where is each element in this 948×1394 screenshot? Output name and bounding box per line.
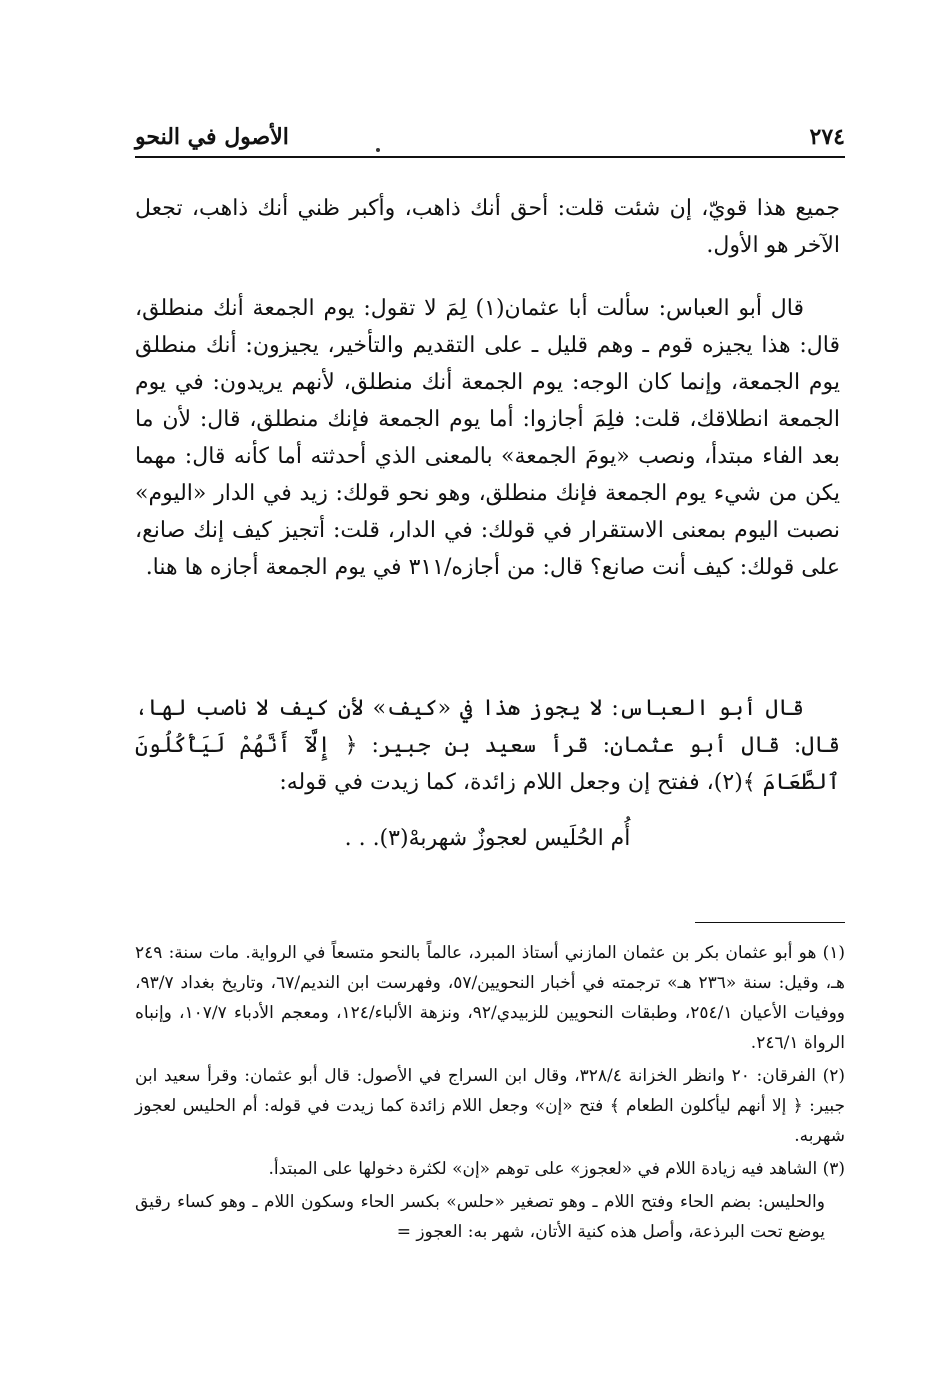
footnote-1: (١) هو أبو عثمان بكر بن عثمان المازني أستاذ المبرد، عالماً بالنحو متسعاً في الرواية. مات سنة: ٢٤٩ هـ، وقيل: سنة «٢٣٦ هـ» ترجمته في أخبار النحويين/٥٧، وفهرست ابن النديم/٦٧، وتاريخ بغداد ٩٣/٧، ووفيات الأعيان ٢٥٤/١، وطبقات النحويين للزبيدي/٩٢، ونزهة الألباء/١٢٤، ومعجم الأدباء ١٠٧/٧، وإنباه الرواة ٢٤٦/١. [135, 943, 846, 1053]
footnotes-section [135, 938, 845, 1250]
header-dot-mark [376, 148, 380, 152]
page-header [135, 120, 845, 156]
book-title: الأصول في النحو [135, 124, 289, 150]
poetry-verse: أُم الحُلَيس لعجوزٌ شهربهْ(٣). . . [344, 826, 631, 851]
paragraph-text: قال أبو العباس: لا يجوز هذا في «كيف» لأن كيف لا ناصب لها، قال: قال أبو عثمان: قرأ سعيد بن جبير: ﴿ إِلَّآ أَنَّهُمْ لَيَأْكُلُونَ ٱلطَّعَامَ ﴾(٢)، ففتح إن وجعل اللام زائدة، كما زيدت في قوله: [135, 696, 840, 795]
paragraph-text: جميع هذا قويّ، إن شئت قلت: أحق أنك ذاهب، وأكبر ظني أنك ذاهب، تجعل الآخر هو الأول. [135, 196, 840, 258]
footnote-3-continuation: والحليس: بضم الحاء وفتح اللام ـ وهو تصغير «حلس» بكسر الحاء وسكون اللام ـ وهو كساء رقيق يوضع تحت البرذعة، وأصل هذه كنية الأتان، شهر به: العجوز = [135, 1192, 825, 1242]
paragraph-text: قال أبو العباس: سألت أبا عثمان(١) لِمَ لا تقول: يوم الجمعة أنك منطلق، قال: هذا يجيزه قوم ـ وهم قليل ـ على التقديم والتأخير، يجيزون: أنك منطلق يوم الجمعة، وإنما كان الوجه: يوم الجمعة أنك منطلق، لأنهم يريدون: في يوم الجمعة انطلاقك، قلت: فلِمَ أجازوا: أما يوم الجمعة فإنك منطلق، قال: لأن ما بعد الفاء مبتدأ، ونصب «يومَ الجمعة» بالمعنى الذي أحدثته أما كأنه قال: مهما يكن من شيء يوم الجمعة فإنك منطلق، وهو نحو قولك: زيد في الدار «اليوم» نصبت اليوم بمعنى الاستقرار في قولك: في الدار، قلت: أتجيز كيف إنك صانع، على قولك: كيف أنت صانع؟ قال: من أجازه/٣١١ في يوم الجمعة أجازه ها هنا. [135, 296, 840, 580]
footnote-divider [695, 922, 845, 923]
footnote-2: (٢) الفرقان: ٢٠ وانظر الخزانة ٣٢٨/٤، وقال ابن السراج في الأصول: قال أبو عثمان: وقرأ سعيد ابن جبير: ﴿ إلا أنهم ليأكلون الطعام ﴾ فتح «إن» وجعل اللام زائدة كما زيدت في قوله: أم الحليس لعجوز شهربه. [135, 1066, 845, 1146]
body-paragraph-2 [135, 290, 840, 586]
footnote-3: (٣) الشاهد فيه زيادة اللام في «لعجوز» على توهم «إن» لكثرة دخولها على المبتدأ. [268, 1159, 845, 1179]
page-number: ٢٧٤ [809, 124, 845, 150]
body-paragraph-3 [135, 690, 840, 801]
header-divider [135, 156, 845, 158]
body-paragraph-1 [135, 190, 840, 264]
